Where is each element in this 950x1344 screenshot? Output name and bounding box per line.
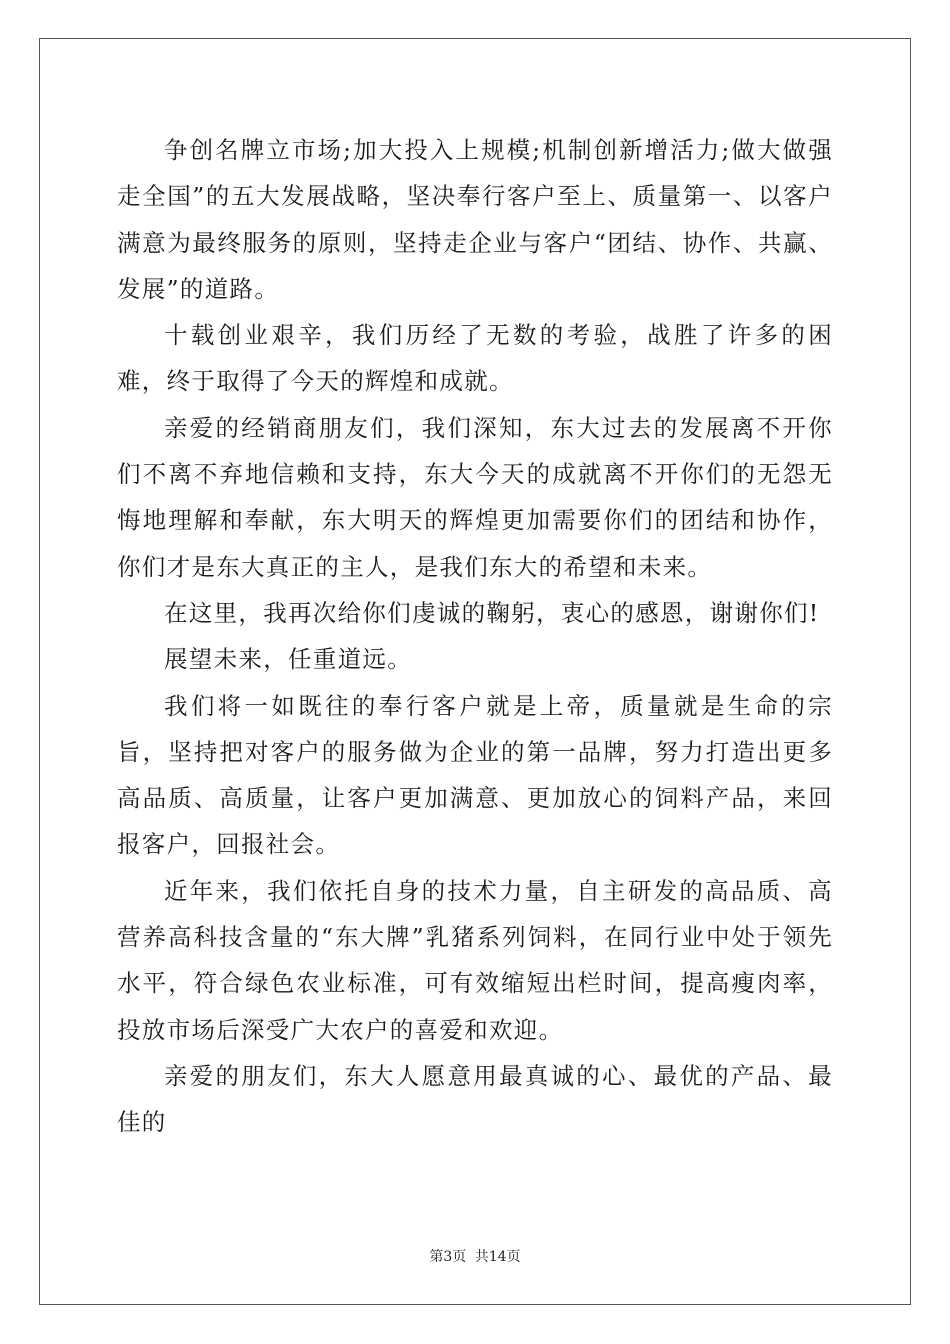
page-footer: [0, 1246, 950, 1266]
page-total: 共14页: [474, 1249, 521, 1265]
paragraph-6: 我们将一如既往的奉行客户就是上帝，质量就是生命的宗旨，坚持把对客户的服务做为企业的第一品牌，努力打造出更多高品质、高质量，让客户更加满意、更加放心的饲料产品，来回报客户，回报社会。: [117, 691, 833, 859]
page-number: 第3页: [429, 1249, 467, 1265]
paragraph-5: 展望未来，任重道远。: [164, 645, 412, 674]
paragraph-3: 亲爱的经销商朋友们，我们深知，东大过去的发展离不开你们不离不弃地信赖和支持，东大今天的成就离不开你们的无怨无悔地理解和奉献，东大明天的辉煌更加需要你们的团结和协作，你们才是东大真正的主人，是我们东大的希望和未来。: [117, 413, 833, 581]
paragraph-4: 在这里，我再次给你们虔诚的鞠躬，衷心的感恩，谢谢你们!: [164, 598, 820, 627]
document-body: [117, 127, 833, 1146]
paragraph-7: 近年来，我们依托自身的技术力量，自主研发的高品质、高营养高科技含量的“东大牌”乳猪系列饲料，在同行业中处于领先水平，符合绿色农业标准，可有效缩短出栏时间，提高瘦肉率，投放市场后深受广大农户的喜爱和欢迎。: [117, 876, 833, 1044]
paragraph-1: 争创名牌立市场;加大投入上规模;机制创新增活力;做大做强走全国”的五大发展战略，坚决奉行客户至上、质量第一、以客户满意为最终服务的原则，坚持走企业与客户“团结、协作、共赢、发展”的道路。: [117, 136, 833, 303]
paragraph-8: 亲爱的朋友们，东大人愿意用最真诚的心、最优的产品、最佳的: [117, 1061, 833, 1137]
paragraph-2: 十载创业艰辛，我们历经了无数的考验，战胜了许多的困难，终于取得了今天的辉煌和成就。: [117, 321, 833, 396]
